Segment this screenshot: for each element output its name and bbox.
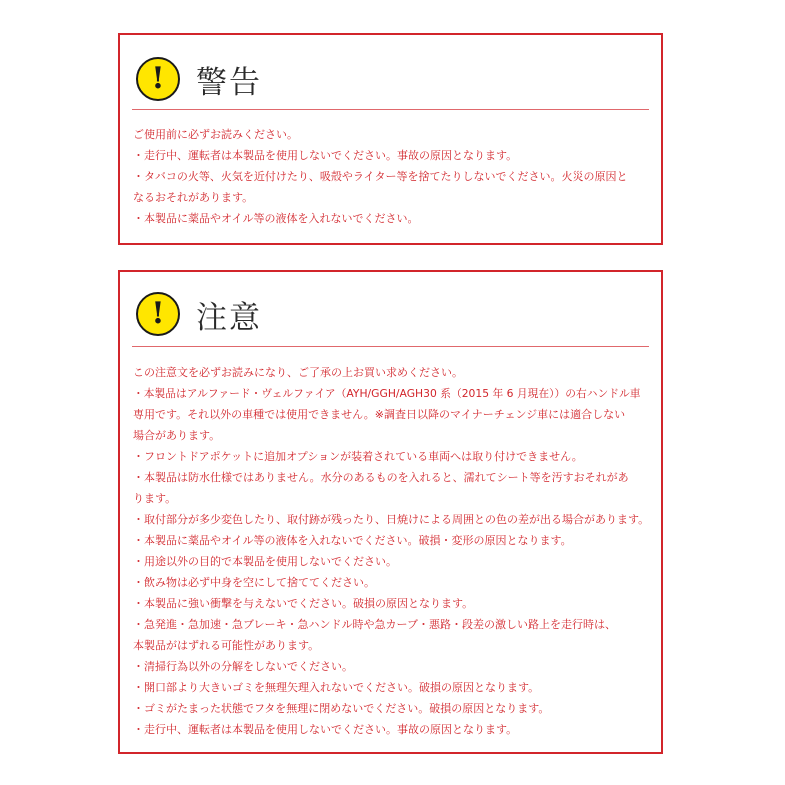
- caution-header: [136, 288, 262, 340]
- exclamation-icon: !: [136, 57, 180, 101]
- caution-line: 専用です。それ以外の車種では使用できません。※調査日以降のマイナーチェンジ車には適合しない: [133, 408, 626, 421]
- caution-divider: [132, 346, 649, 347]
- warning-header: [136, 53, 262, 105]
- caution-line: ・ゴミがたまった状態でフタを無理に閉めないでください。破損の原因となります。: [133, 702, 550, 715]
- caution-text: [133, 362, 651, 740]
- caution-line: ・開口部より大きいゴミを無理矢理入れないでください。破損の原因となります。: [133, 681, 540, 694]
- caution-line: ・本製品はアルファード・ヴェルファイア（AYH/GGH/AGH30 系（2015 年 6 月現在））の右ハンドル車: [133, 387, 641, 400]
- warning-section: [118, 33, 663, 245]
- caution-line: ・飲み物は必ず中身を空にして捨ててください。: [133, 576, 375, 589]
- caution-line: ・走行中、運転者は本製品を使用しないでください。事故の原因となります。: [133, 723, 518, 736]
- caution-line: ・本製品に強い衝撃を与えないでください。破損の原因となります。: [133, 597, 474, 610]
- warning-line: ご使用前に必ずお読みください。: [133, 128, 298, 141]
- warning-divider: [132, 109, 649, 110]
- caution-title: 注意: [196, 299, 262, 336]
- caution-line: ります。: [133, 492, 177, 505]
- warning-line: なるおそれがあります。: [133, 191, 254, 204]
- caution-line: ・本製品は防水仕様ではありません。水分のあるものを入れると、濡れてシート等を汚すおそれがあ: [133, 471, 629, 484]
- warning-line: ・走行中、運転者は本製品を使用しないでください。事故の原因となります。: [133, 149, 518, 162]
- caution-line: ・フロントドアポケットに追加オプションが装着されている車両へは取り付けできません。: [133, 450, 583, 463]
- caution-line: 本製品がはずれる可能性があります。: [133, 639, 320, 652]
- caution-line: ・急発進・急加速・急ブレーキ・急ハンドル時や急カーブ・悪路・段差の激しい路上を走行時は、: [133, 618, 617, 631]
- caution-line: この注意文を必ずお読みになり、ご了承の上お買い求めください。: [133, 366, 463, 379]
- exclamation-icon: !: [136, 292, 180, 336]
- warning-line: ・タバコの火等、火気を近付けたり、吸殻やライター等を捨てたりしないでください。火災の原因と: [133, 170, 628, 183]
- caution-line: ・取付部分が多少変色したり、取付跡が残ったり、日焼けによる周囲との色の差が出る場合があります。: [133, 513, 650, 526]
- caution-line: ・用途以外の目的で本製品を使用しないでください。: [133, 555, 397, 568]
- caution-line: ・本製品に薬品やオイル等の液体を入れないでください。破損・変形の原因となります。: [133, 534, 572, 547]
- caution-line: 場合があります。: [133, 429, 221, 442]
- caution-section: [118, 270, 663, 754]
- warning-text: [133, 124, 651, 229]
- caution-line: ・清掃行為以外の分解をしないでください。: [133, 660, 353, 673]
- warning-line: ・本製品に薬品やオイル等の液体を入れないでください。: [133, 212, 419, 225]
- warning-title: 警告: [196, 64, 262, 101]
